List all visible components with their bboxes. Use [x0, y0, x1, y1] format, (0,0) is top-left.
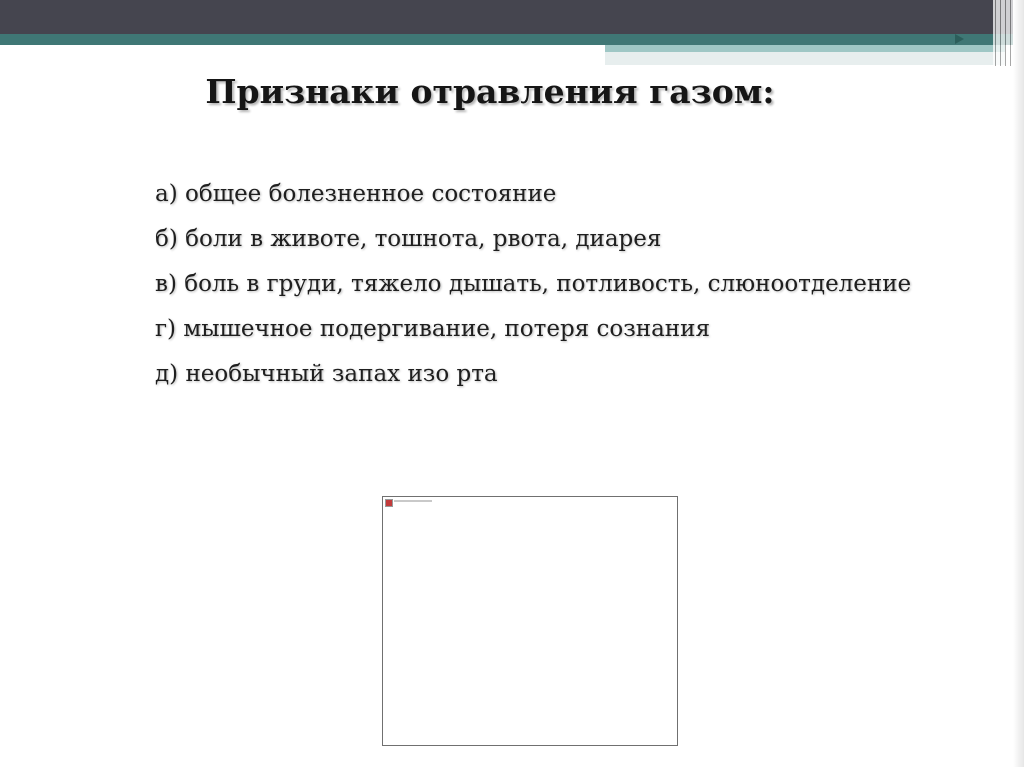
triangle-arrow-icon	[955, 34, 964, 44]
slide-edge-shadow	[1013, 0, 1024, 767]
header-bar-light-teal	[605, 45, 1005, 52]
header-bar-pale	[605, 52, 1005, 65]
symptom-item-a: а) общее болезненное состояние	[155, 181, 557, 207]
symptom-item-d: г) мышечное подергивание, потеря сознания	[155, 316, 710, 342]
header-stripes	[993, 0, 1013, 66]
symptom-item-c: в) боль в груди, тяжело дышать, потливость, слюноотделение	[155, 271, 912, 297]
symptom-item-e: д) необычный запах изо рта	[155, 361, 498, 387]
header-bar-dark	[0, 0, 1024, 34]
broken-image-icon	[385, 499, 393, 507]
image-caption-line	[394, 500, 432, 502]
image-placeholder	[382, 496, 678, 746]
symptom-item-b: б) боли в животе, тошнота, рвота, диарея	[155, 226, 662, 252]
symptom-list	[70, 172, 930, 397]
slide-title: Признаки отравления газом:	[205, 72, 775, 111]
header-bar-teal	[0, 34, 1024, 45]
